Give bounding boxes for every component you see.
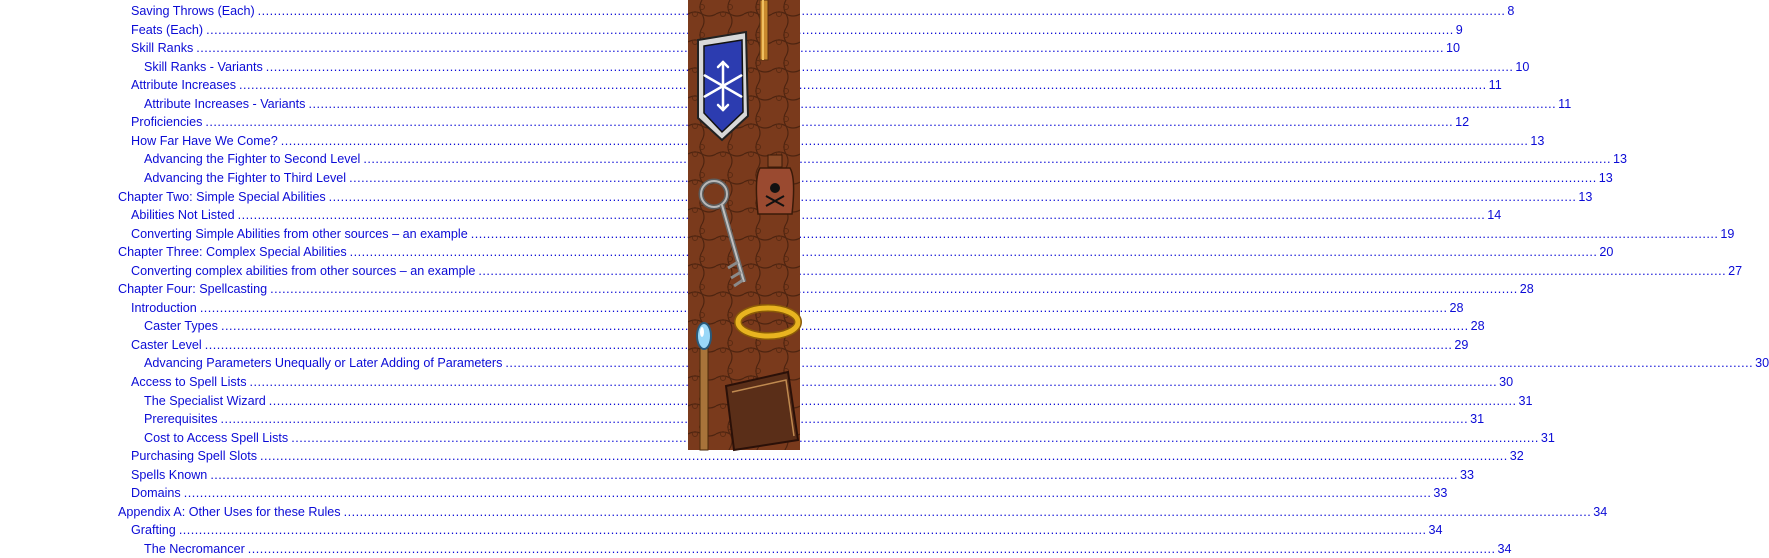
toc-entry-title: Advancing Parameters Unequally or Later Adding of Parameters: [144, 356, 503, 371]
toc-entry[interactable]: [144, 169, 1613, 187]
toc-entry[interactable]: [144, 58, 1530, 76]
toc-entry[interactable]: [144, 150, 1628, 168]
toc-entry-title: Converting complex abilities from other sources – an example: [131, 263, 476, 278]
toc-page-number: 34: [1497, 541, 1512, 556]
toc-entry[interactable]: [118, 503, 1608, 521]
toc-entry[interactable]: [144, 317, 1485, 335]
toc-page-number: 27: [1728, 263, 1743, 278]
toc-entry-title: Appendix A: Other Uses for these Rules: [118, 504, 341, 519]
toc-page-number: 34: [1428, 523, 1443, 538]
toc-entry[interactable]: [131, 21, 1463, 39]
toc-entry[interactable]: [144, 429, 1555, 447]
toc-entry-title: Proficiencies: [131, 115, 203, 130]
toc-page-number: 31: [1540, 430, 1555, 445]
toc-entry[interactable]: [131, 2, 1515, 20]
book-icon: [726, 372, 798, 450]
toc-entry-title: Advancing the Fighter to Second Level: [144, 152, 361, 167]
toc-page-number: 11: [1558, 96, 1572, 111]
toc-page-number: 13: [1530, 133, 1545, 148]
toc-entry-title: Attribute Increases - Variants: [144, 96, 306, 111]
toc-entry[interactable]: [118, 280, 1534, 298]
toc-entry[interactable]: [131, 76, 1502, 94]
toc-page-number: 12: [1455, 115, 1470, 130]
toc-page-number: 33: [1433, 486, 1448, 501]
toc-entry[interactable]: [144, 410, 1485, 428]
toc-page-number: 11: [1488, 78, 1502, 93]
toc-page-number: 28: [1449, 300, 1464, 315]
toc-entry[interactable]: [131, 466, 1474, 484]
toc-entry-title: Caster Types: [144, 319, 218, 334]
toc-entry-title: Cost to Access Spell Lists: [144, 430, 289, 445]
toc-dot-leader: [248, 540, 1496, 558]
toc-entry-title: Prerequisites: [144, 412, 218, 427]
toc-dot-leader: [238, 206, 1486, 224]
toc-dot-leader: [344, 503, 1592, 521]
toc-entry[interactable]: [144, 354, 1769, 372]
toc-dot-leader: [250, 373, 1498, 391]
toc-entry[interactable]: [144, 392, 1533, 410]
toc-page-number: 28: [1519, 282, 1534, 297]
toc-page-number: 33: [1459, 467, 1474, 482]
toc-dot-leader: [281, 132, 1529, 150]
toc-page-number: 10: [1515, 59, 1530, 74]
toc-entry[interactable]: [131, 225, 1735, 243]
toc-dot-leader: [258, 2, 1506, 20]
toc-entry[interactable]: [131, 484, 1448, 502]
toc-page-number: 19: [1720, 226, 1735, 241]
toc-page-number: 13: [1578, 189, 1593, 204]
snowflake-banner-icon: [698, 32, 748, 140]
decorative-border: [688, 0, 800, 450]
toc-page-number: 31: [1518, 393, 1533, 408]
toc-page-number: 13: [1598, 170, 1613, 185]
toc-entry[interactable]: [144, 95, 1572, 113]
toc-page-number: 10: [1445, 41, 1460, 56]
puzzle-art: [688, 0, 800, 450]
toc-page-number: 32: [1509, 449, 1524, 464]
toc-page-number: 9: [1455, 22, 1463, 37]
toc-entry-title: Grafting: [131, 523, 176, 538]
toc-entry[interactable]: [131, 299, 1464, 317]
toc-dot-leader: [200, 299, 1448, 317]
toc-page-number: 28: [1470, 319, 1485, 334]
toc-entry[interactable]: [118, 243, 1614, 261]
toc-entry-title: Purchasing Spell Slots: [131, 449, 258, 464]
toc-dot-leader: [205, 336, 1453, 354]
toc-entry-title: Abilities Not Listed: [131, 208, 235, 223]
staff-icon: [760, 0, 768, 60]
toc-entry-title: Access to Spell Lists: [131, 375, 247, 389]
toc-dot-leader: [196, 39, 1444, 57]
toc-entry-title: Advancing the Fighter to Third Level: [144, 170, 347, 185]
toc-dot-leader: [184, 484, 1432, 502]
toc-page-number: 30: [1755, 356, 1769, 371]
toc-entry[interactable]: [131, 447, 1524, 465]
toc-dot-leader: [269, 392, 1517, 410]
toc-page-number: 14: [1487, 208, 1502, 223]
toc-entry-title: Introduction: [131, 300, 197, 315]
toc-page-number: 34: [1593, 504, 1608, 519]
toc-entry-title: Skill Ranks: [131, 41, 194, 56]
toc-entry-title: Chapter Three: Complex Special Abilities: [118, 245, 347, 260]
toc-entry-title: The Necromancer: [144, 541, 245, 556]
toc-dot-leader: [329, 188, 1577, 206]
toc-dot-leader: [471, 225, 1719, 243]
toc-entry-title: Domains: [131, 486, 181, 501]
toc-entry[interactable]: [118, 188, 1593, 206]
toc-entry[interactable]: [131, 206, 1502, 224]
toc-entry-title: Feats (Each): [131, 22, 204, 37]
toc-dot-leader: [363, 150, 1611, 168]
toc-entry-title: Chapter Four: Spellcasting: [118, 282, 268, 297]
toc-entry[interactable]: [131, 132, 1545, 150]
toc-entry-title: The Specialist Wizard: [144, 393, 266, 408]
toc-dot-leader: [349, 169, 1597, 187]
toc-dot-leader: [308, 95, 1556, 113]
toc-entry[interactable]: [131, 521, 1443, 539]
toc-dot-leader: [239, 76, 1487, 94]
toc-page-number: 31: [1470, 412, 1485, 427]
toc-entry-title: Attribute Increases: [131, 78, 236, 93]
toc-page-number: 29: [1454, 337, 1469, 352]
toc-dot-leader: [221, 410, 1469, 428]
toc-page-number: 20: [1599, 245, 1614, 260]
toc-dot-leader: [270, 280, 1518, 298]
toc-dot-leader: [350, 243, 1598, 261]
toc-entry[interactable]: [131, 39, 1460, 57]
toc-entry[interactable]: [144, 540, 1512, 558]
toc-dot-leader: [210, 466, 1458, 484]
toc-dot-leader: [205, 113, 1453, 131]
toc-dot-leader: [291, 429, 1539, 447]
toc-dot-leader: [266, 58, 1514, 76]
toc-entry-title: Caster Level: [131, 337, 202, 352]
toc-entry-title: How Far Have We Come?: [131, 133, 278, 148]
toc-entry[interactable]: [131, 262, 1743, 280]
toc-dot-leader: [260, 447, 1508, 465]
toc-entry-title: Skill Ranks - Variants: [144, 59, 263, 74]
toc-page-number: 8: [1507, 4, 1515, 18]
toc-dot-leader: [206, 21, 1454, 39]
toc-dot-leader: [221, 317, 1469, 335]
toc-page-number: 13: [1613, 152, 1628, 167]
toc-entry-title: Spells Known: [131, 467, 208, 482]
toc-dot-leader: [179, 521, 1427, 539]
toc-entry-title: Chapter Two: Simple Special Abilities: [118, 189, 326, 204]
toc-entry[interactable]: [131, 113, 1470, 131]
toc-entry[interactable]: [131, 373, 1514, 391]
toc-entry-title: Converting Simple Abilities from other sources – an example: [131, 226, 468, 241]
toc-page-number: 30: [1499, 375, 1514, 389]
toc-entry[interactable]: [131, 336, 1469, 354]
toc-entry-title: Saving Throws (Each): [131, 4, 255, 18]
toc-dot-leader: [478, 262, 1726, 280]
